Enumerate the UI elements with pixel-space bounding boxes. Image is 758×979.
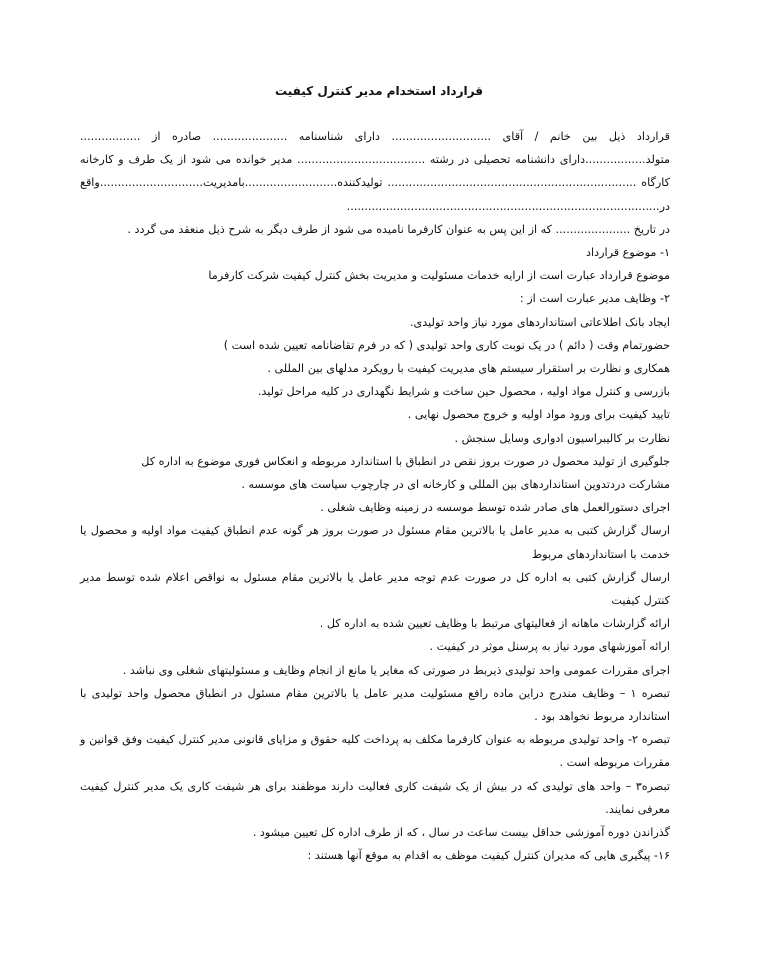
- document-body: [80, 125, 670, 868]
- duty-item: ارائه گزارشات ماهانه از فعالیتهای مرتبط با وظایف تعیین شده به اداره کل .: [319, 617, 670, 631]
- paragraph-date: در تاریخ ..................... که از این پس به عنوان کارفرما نامیده می شود از طرف دیگر به شرح ذیل منعقد می گردد .: [127, 222, 670, 236]
- note-item: تبصره۳ – واحد های تولیدی که در بیش از یک شیفت کاری فعالیت دارند موظفند برای هر شیفت کاری یک مدیر کنترل کیفیت معرفی نمایند.: [80, 779, 670, 816]
- duty-item: ارسال گزارش کتبی به اداره کل در صورت عدم توجه مدیر عامل یا بالاترین مقام مسئول به نواقص اعلام شده توسط مدیر کنترل کیفیت: [80, 570, 670, 608]
- heading-followups: ۱۶- پیگیری هایی که مدیران کنترل کیفیت موظف به اقدام به موقع آنها هستند :: [307, 849, 670, 863]
- note-item: تبصره ۱ – وظایف مندرج دراین ماده رافع مسئولیت مدیر عامل یا بالاترین مقام مسئول در انطباق محصول واحد تولیدی با استاندارد مربوط نخواهد بود .: [80, 686, 670, 724]
- duty-item: ارسال گزارش کتبی به مدیر عامل یا بالاترین مقام مسئول در صورت بروز هر گونه عدم انطباق کیفیت مواد اولیه و محصول یا خدمت با استانداردهای مربوط: [80, 524, 670, 561]
- duty-item: همکاری و نظارت بر استقرار سیستم های مدیریت کیفیت با رویکرد مدلهای بین المللی .: [267, 362, 670, 376]
- document-title: قرارداد استخدام مدیر کنترل کیفیت: [275, 84, 483, 98]
- heading-duties: ۲- وظایف مدیر عبارت است از :: [519, 292, 670, 306]
- duty-item: نظارت بر کالیبراسیون ادواری وسایل سنجش .: [454, 431, 670, 445]
- duty-item: بازرسی و کنترل مواد اولیه ، محصول حین ساخت و شرایط نگهداری در کلیه مراحل تولید.: [257, 385, 670, 399]
- heading-subject: ۱- موضوع قرارداد: [586, 246, 670, 260]
- duty-item: اجرای مقررات عمومی واحد تولیدی ذیربط در صورتی که مغایر یا مانع از انجام وظایف و مسئولیتهای شغلی وی نباشد .: [122, 663, 670, 677]
- duty-item: ارائه آموزشهای مورد نیاز به پرسنل موثر در کیفیت .: [429, 640, 670, 654]
- duty-item: اجرای دستورالعمل های صادر شده توسط موسسه در زمینه وظایف شغلی .: [320, 501, 670, 515]
- duty-item: تایید کیفیت برای ورود مواد اولیه و خروج محصول نهایی .: [407, 408, 670, 422]
- duty-item: مشارکت دردتدوین استانداردهای بین المللی و کارخانه ای در چارچوب سیاست های موسسه .: [241, 478, 670, 492]
- paragraph-subject: موضوع قرارداد عبارت است از ارایه خدمات مسئولیت و مدیریت بخش کنترل کیفیت شرکت کارفرما: [208, 269, 670, 283]
- duty-item: حضورتمام وقت ( دائم ) در یک نوبت کاری واحد تولیدی ( که در فرم تقاضانامه تعیین شده است ): [223, 338, 670, 352]
- note-item: تبصره ۲- واحد تولیدی مربوطه به عنوان کارفرما مکلف به پرداخت کلیه حقوق و مزایای قانونی مدیر کنترل کیفیت وفق قوانین و مقررات مربوطه است .: [80, 733, 670, 770]
- duty-item: ایجاد بانک اطلاعاتی استانداردهای مورد نیاز واحد تولیدی.: [409, 315, 670, 329]
- duty-item: جلوگیری از تولید محصول در صورت بروز نقص در انطباق با استاندارد مربوطه و انعکاس فوری موضوع به اداره کل: [141, 454, 670, 468]
- duty-item: گذراندن دوره آموزشی حداقل بیست ساعت در سال ، که از طرف اداره کل تعیین میشود .: [252, 826, 670, 840]
- paragraph-parties: قرارداد ذیل بین خانم / آقای ............................ دارای شناسنامه ..................... صادره از ................. متولد.................دارای دانشنامه تحصیلی در رشته .................................... مدیر خوانده می شود از یک طرف و کارخانه کارگاه ...................................................................... تولیدکننده..........................بامدیریت.............................واقع در........................................................................................: [80, 130, 670, 213]
